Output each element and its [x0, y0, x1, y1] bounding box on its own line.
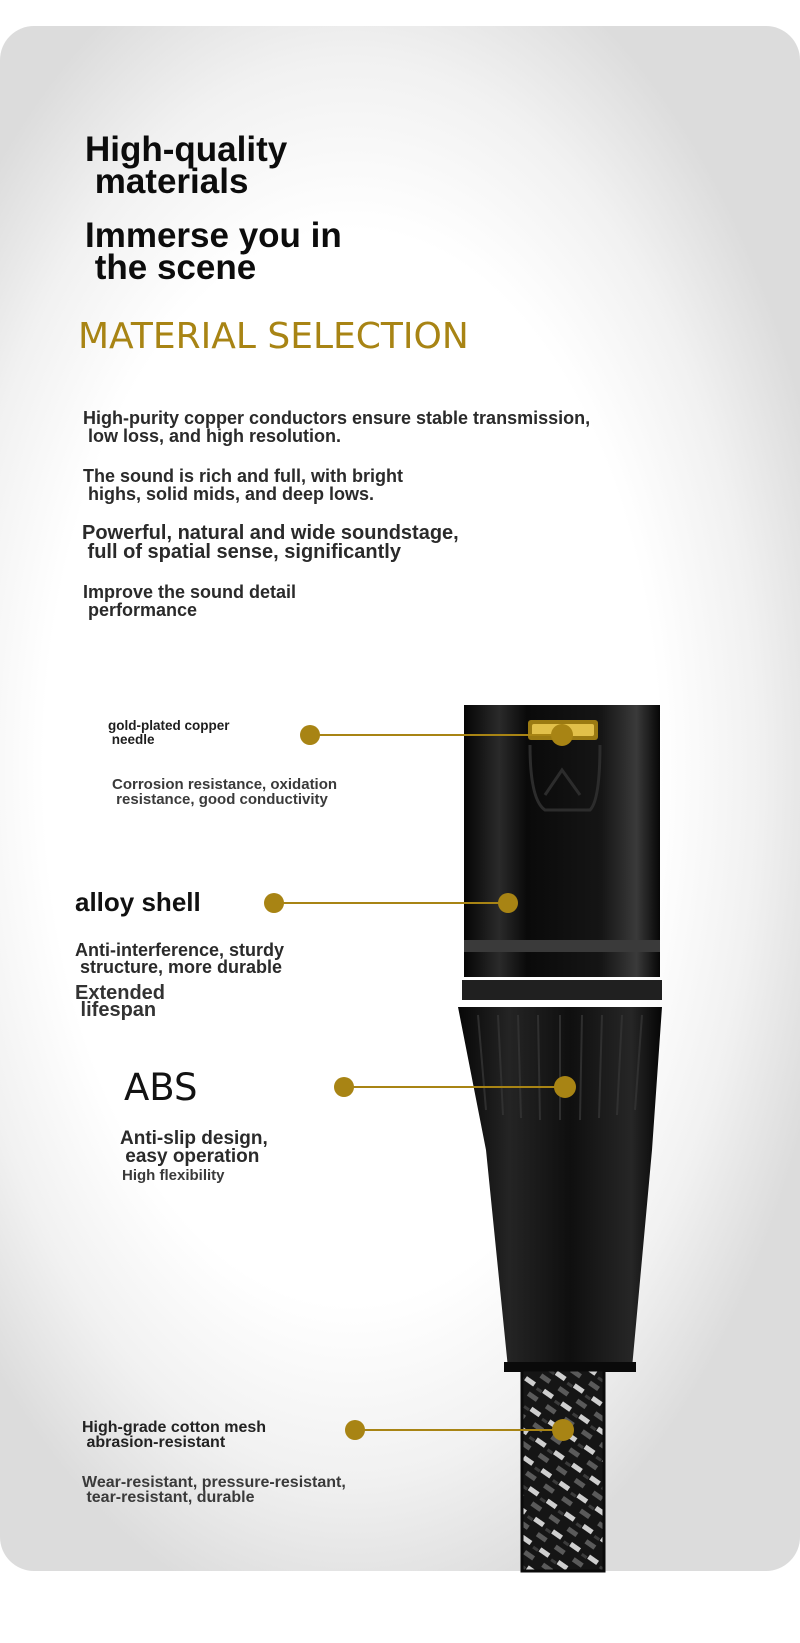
alloy-shell-description: Anti-interference, sturdy structure, more durable — [75, 940, 285, 977]
callout-dot-abs-left — [334, 1077, 354, 1097]
abs-extra: High flexibility — [122, 1167, 225, 1184]
abs-label: ABS — [124, 1066, 198, 1109]
needle-label: gold-plated copper needle — [108, 718, 230, 747]
callout-dot-needle-right — [551, 724, 573, 746]
callout-dot-abs-right — [554, 1076, 576, 1098]
needle-description: Corrosion resistance, oxidation resistance, good conductivity — [112, 776, 338, 808]
section-title: MATERIAL SELECTION — [78, 316, 469, 357]
alloy-shell-extra: Extended lifespan — [75, 982, 166, 1021]
intro-paragraph-1: High-purity copper conductors ensure stable transmission, low loss, and high resolution. — [83, 408, 591, 446]
intro-paragraph-3: Powerful, natural and wide soundstage, full of spatial sense, significantly — [82, 522, 459, 563]
intro-paragraph-2: The sound is rich and full, with bright highs, solid mids, and deep lows. — [83, 466, 403, 504]
callout-dot-mesh-left — [345, 1420, 365, 1440]
intro-paragraph-4: Improve the sound detail performance — [83, 582, 297, 620]
hero-heading-immerse: Immerse you in the scene — [85, 216, 342, 287]
alloy-shell-label: alloy shell — [75, 887, 201, 917]
abs-description: Anti-slip design, easy operation — [120, 1128, 268, 1167]
callout-dot-shell-right — [498, 893, 518, 913]
callout-dot-mesh-right — [552, 1419, 574, 1441]
braided-cable-graphic — [522, 1370, 604, 1571]
mesh-description: Wear-resistant, pressure-resistant, tear-resistant, durable — [82, 1474, 346, 1506]
callout-dot-needle-left — [300, 725, 320, 745]
mesh-label: High-grade cotton mesh abrasion-resistant — [82, 1419, 267, 1451]
hero-heading-materials: High-quality materials — [85, 130, 288, 201]
callout-dot-shell-left — [264, 893, 284, 913]
